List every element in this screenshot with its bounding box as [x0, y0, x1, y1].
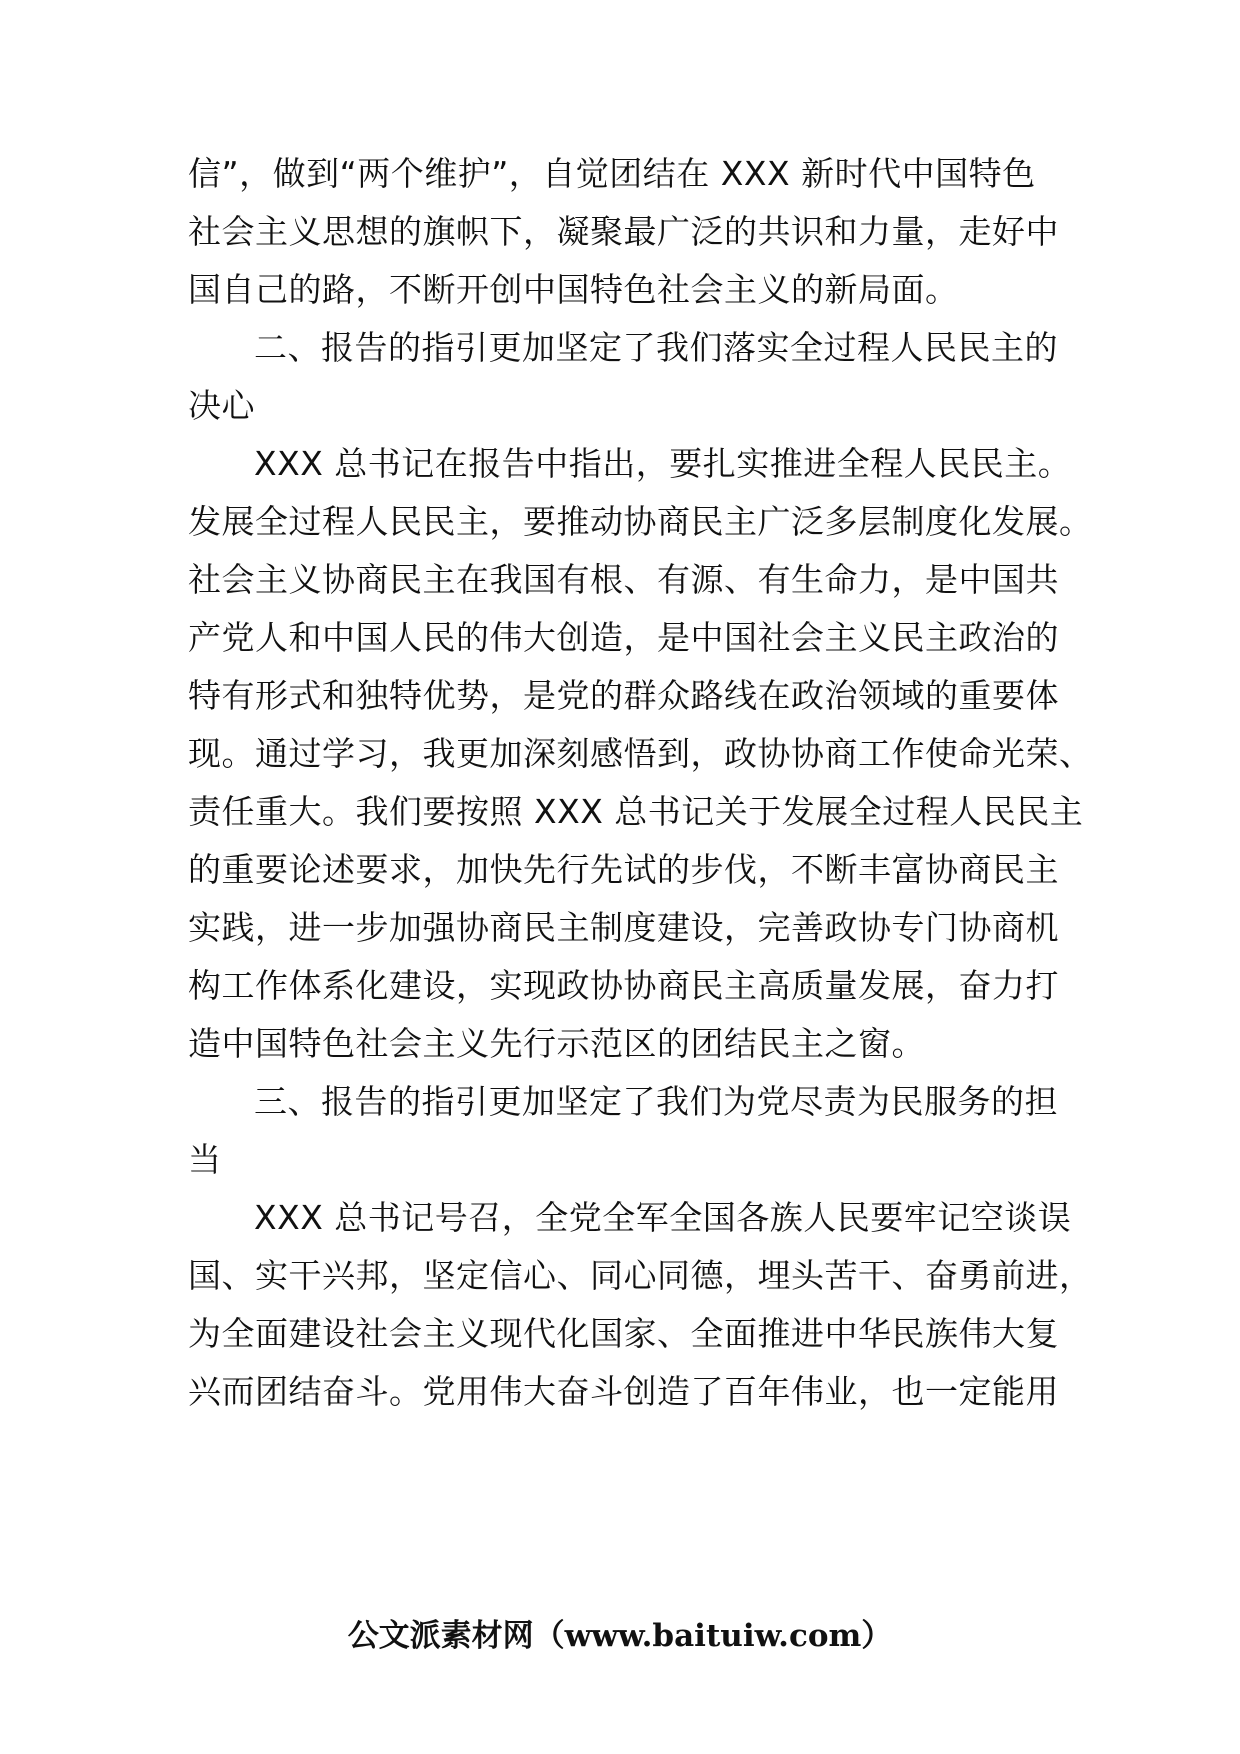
- body-text-line: 实践，进一步加强协商民主制度建设，完善政协专门协商机: [188, 908, 1059, 947]
- section-heading-line: 当: [188, 1140, 222, 1179]
- body-text-line: 构工作体系化建设，实现政协协商民主高质量发展，奋力打: [188, 966, 1059, 1005]
- section-heading-line: 二、报告的指引更加坚定了我们落实全过程人民民主的: [254, 328, 1058, 367]
- body-text-line: 国、实干兴邦，坚定信心、同心同德，埋头苦干、奋勇前进，: [188, 1256, 1093, 1295]
- body-text-line: 国自己的路，不断开创中国特色社会主义的新局面。: [188, 270, 959, 309]
- body-text-line: 现。通过学习，我更加深刻感悟到，政协协商工作使命光荣、: [188, 734, 1093, 773]
- body-text-line: 产党人和中国人民的伟大创造，是中国社会主义民主政治的: [188, 618, 1059, 657]
- body-text-line: 为全面建设社会主义现代化国家、全面推进中华民族伟大复: [188, 1314, 1059, 1353]
- body-text-line: 社会主义协商民主在我国有根、有源、有生命力，是中国共: [188, 560, 1059, 599]
- body-text-line: 发展全过程人民民主，要推动协商民主广泛多层制度化发展。: [188, 502, 1093, 541]
- body-text-line: 造中国特色社会主义先行示范区的团结民主之窗。: [188, 1024, 925, 1063]
- body-text-line: 责任重大。我们要按照 XXX 总书记关于发展全过程人民民主: [188, 792, 1084, 831]
- body-text-line: XXX 总书记号召，全党全军全国各族人民要牢记空谈误: [254, 1198, 1072, 1237]
- body-text-line: 社会主义思想的旗帜下，凝聚最广泛的共识和力量，走好中: [188, 212, 1059, 251]
- body-text-line: XXX 总书记在报告中指出，要扎实推进全程人民民主。: [254, 444, 1072, 483]
- section-heading-line: 三、报告的指引更加坚定了我们为党尽责为民服务的担: [254, 1082, 1058, 1121]
- body-text-line: 特有形式和独特优势，是党的群众路线在政治领域的重要体: [188, 676, 1059, 715]
- body-text-line: 信”，做到“两个维护”，自觉团结在 XXX 新时代中国特色: [188, 154, 1036, 193]
- footer-watermark: 公文派素材网（www.baituiw.com）: [347, 1618, 893, 1654]
- section-heading-line: 决心: [188, 386, 255, 425]
- body-text-line: 兴而团结奋斗。党用伟大奋斗创造了百年伟业，也一定能用: [188, 1372, 1059, 1411]
- body-text-line: 的重要论述要求，加快先行先试的步伐，不断丰富协商民主: [188, 850, 1059, 889]
